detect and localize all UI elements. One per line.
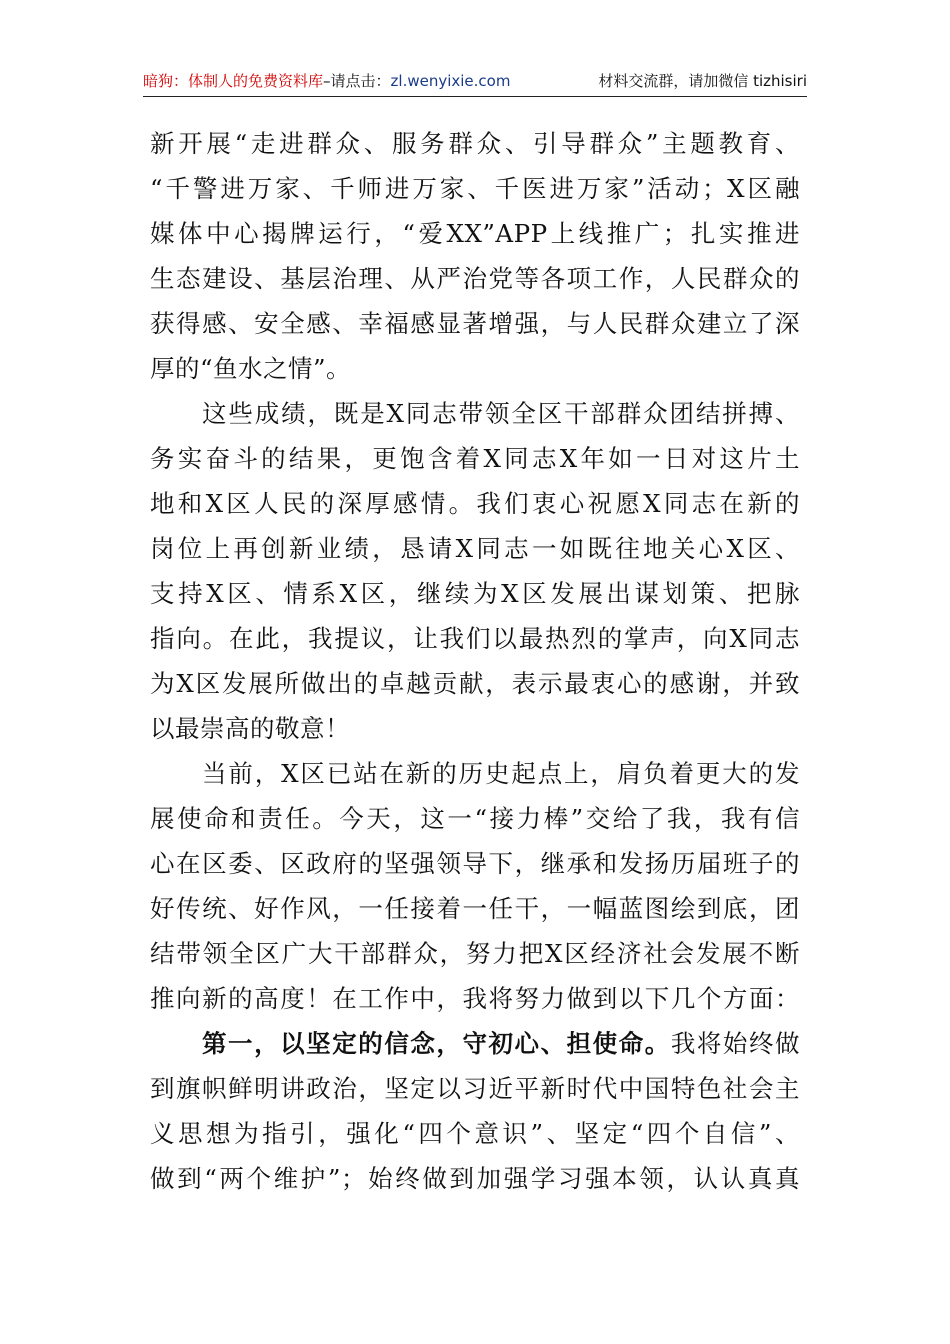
text-line: 岗位上再创新业绩，恳请X同志一如既往地关心X区、 [150,534,800,563]
text-line: “千警进万家、千师进万家、千医进万家”活动；X区融 [150,174,800,203]
paragraph [150,1021,800,1201]
lead-rest: 我将始终做 [670,1029,801,1058]
bold-heading: 第一，以坚定的信念，守初心、担使命。 [202,1029,671,1058]
paragraph [150,121,800,391]
text-line: 生态建设、基层治理、从严治党等各项工作，人民群众的 [150,264,800,293]
text-line: 义思想为指引，强化“四个意识”、坚定“四个自信”、 [150,1119,800,1148]
text-line: 以最崇高的敬意！ [150,714,350,743]
text-line: 支持X区、情系X区，继续为X区发展出谋划策、把脉 [150,579,800,608]
page-header [143,66,807,97]
text-line: 好传统、好作风，一任接着一任干，一幅蓝图绘到底，团 [150,894,800,923]
text-line: 到旗帜鲜明讲政治，坚定以习近平新时代中国特色社会主 [150,1074,800,1103]
text-line: 这些成绩，既是X同志带领全区干部群众团结拼搏、 [202,399,800,428]
text-line: 当前，X区已站在新的历史起点上，肩负着更大的发 [202,759,800,788]
contact-info: 材料交流群，请加微信 tizhisiri [598,72,807,90]
text-line: 展使命和责任。今天，这一“接力棒”交给了我，我有信 [150,804,800,833]
text-line: 媒体中心揭牌运行，“爱XX”APP上线推广；扎实推进 [150,219,800,248]
text-line: 结带领全区广大干部群众，努力把X区经济社会发展不断 [150,939,800,968]
text-line: 地和X区人民的深厚感情。我们衷心祝愿X同志在新的 [150,489,800,518]
text-line: 新开展“走进群众、服务群众、引导群众”主题教育、 [150,129,800,158]
site-name: 暗狗：体制人的免费资料库 [143,72,324,90]
document-body [150,121,800,1201]
header-left [143,66,510,96]
text-line: 指向。在此，我提议，让我们以最热烈的掌声，向X同志 [150,624,800,653]
text-line [150,1021,800,1066]
text-line: 务实奋斗的结果，更饱含着X同志X年如一日对这片土 [150,444,800,473]
text-line: 推向新的高度！在工作中，我将努力做到以下几个方面： [150,984,800,1013]
text-line: 做到“两个维护”；始终做到加强学习强本领，认认真真 [150,1164,800,1193]
paragraph [150,391,800,751]
click-prompt: –请点击： [323,72,391,90]
text-line: 获得感、安全感、幸福感显著增强，与人民群众建立了深 [150,309,800,338]
paragraph [150,751,800,1021]
text-line: 厚的“鱼水之情”。 [150,354,352,383]
site-url-link[interactable]: zl.wenyixie.com [390,72,511,90]
text-line: 心在区委、区政府的坚强领导下，继承和发扬历届班子的 [150,849,800,878]
text-line: 为X区发展所做出的卓越贡献，表示最衷心的感谢，并致 [150,669,800,698]
